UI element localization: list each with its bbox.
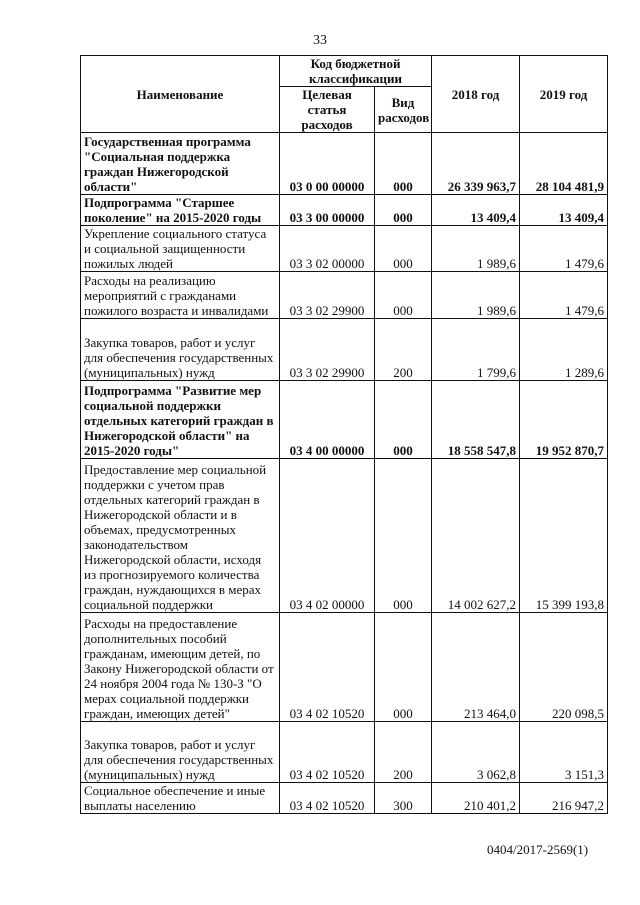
table-row bbox=[81, 613, 608, 722]
header-name: Наименование bbox=[81, 56, 280, 133]
table-row bbox=[81, 195, 608, 226]
row-value-2019: 1 479,6 bbox=[520, 226, 608, 272]
row-target-article: 03 3 02 00000 bbox=[280, 226, 375, 272]
table-row bbox=[81, 226, 608, 272]
row-value-2019: 15 399 193,8 bbox=[520, 459, 608, 613]
header-budget-code: Код бюджетной классификации bbox=[280, 56, 432, 87]
row-name: Подпрограмма "Старшее поколение" на 2015-2020 годы bbox=[81, 195, 280, 226]
header-year-2018: 2018 год bbox=[432, 56, 520, 133]
row-name: Государственная программа "Социальная поддержка граждан Нижегородской области" bbox=[81, 133, 280, 195]
document-number: 0404/2017-2569(1) bbox=[487, 842, 589, 857]
row-name: Социальное обеспечение и иные выплаты населению bbox=[81, 783, 280, 814]
row-value-2019: 1 289,6 bbox=[520, 319, 608, 381]
row-expense-type: 000 bbox=[375, 459, 432, 613]
row-name: Подпрограмма "Развитие мер социальной поддержки отдельных категорий граждан в Нижегородской области" на 2015-2020 годы" bbox=[81, 381, 280, 459]
table-row bbox=[81, 459, 608, 613]
row-target-article: 03 4 00 00000 bbox=[280, 381, 375, 459]
row-value-2019: 3 151,3 bbox=[520, 722, 608, 783]
row-target-article: 03 3 00 00000 bbox=[280, 195, 375, 226]
table-row bbox=[81, 722, 608, 783]
row-name: Расходы на реализацию мероприятий с гражданами пожилого возраста и инвалидами bbox=[81, 272, 280, 319]
row-value-2018: 210 401,2 bbox=[432, 783, 520, 814]
table-row bbox=[81, 381, 608, 459]
row-name: Закупка товаров, работ и услуг для обеспечения государственных (муниципальных) нужд bbox=[81, 722, 280, 783]
row-target-article: 03 4 02 00000 bbox=[280, 459, 375, 613]
row-expense-type: 000 bbox=[375, 195, 432, 226]
row-value-2018: 13 409,4 bbox=[432, 195, 520, 226]
row-target-article: 03 4 02 10520 bbox=[280, 722, 375, 783]
row-value-2019: 216 947,2 bbox=[520, 783, 608, 814]
header-target-article: Целевая статья расходов bbox=[280, 87, 375, 133]
row-value-2019: 220 098,5 bbox=[520, 613, 608, 722]
row-value-2018: 1 989,6 bbox=[432, 272, 520, 319]
budget-table bbox=[80, 55, 608, 814]
row-value-2018: 1 799,6 bbox=[432, 319, 520, 381]
table-row bbox=[81, 133, 608, 195]
row-value-2018: 3 062,8 bbox=[432, 722, 520, 783]
table-row bbox=[81, 272, 608, 319]
row-name: Предоставление мер социальной поддержки с учетом прав отдельных категорий граждан в Нижегородской области и в объемах, предусмотренных законодательством Нижегородской области, исходя из прогнозируемого количества граждан, нуждающихся в мерах социальной поддержки bbox=[81, 459, 280, 613]
page-number: 33 bbox=[313, 33, 327, 48]
row-expense-type: 300 bbox=[375, 783, 432, 814]
row-expense-type: 000 bbox=[375, 133, 432, 195]
row-target-article: 03 4 02 10520 bbox=[280, 783, 375, 814]
row-value-2019: 13 409,4 bbox=[520, 195, 608, 226]
row-target-article: 03 3 02 29900 bbox=[280, 319, 375, 381]
row-expense-type: 000 bbox=[375, 272, 432, 319]
row-expense-type: 000 bbox=[375, 381, 432, 459]
table-body bbox=[81, 133, 608, 814]
row-value-2018: 14 002 627,2 bbox=[432, 459, 520, 613]
row-target-article: 03 3 02 29900 bbox=[280, 272, 375, 319]
row-value-2018: 18 558 547,8 bbox=[432, 381, 520, 459]
row-expense-type: 000 bbox=[375, 226, 432, 272]
table-row bbox=[81, 319, 608, 381]
row-value-2018: 26 339 963,7 bbox=[432, 133, 520, 195]
row-value-2018: 1 989,6 bbox=[432, 226, 520, 272]
row-value-2019: 19 952 870,7 bbox=[520, 381, 608, 459]
header-expense-type: Вид расходов bbox=[375, 87, 432, 133]
row-name: Закупка товаров, работ и услуг для обеспечения государственных (муниципальных) нужд bbox=[81, 319, 280, 381]
row-value-2019: 1 479,6 bbox=[520, 272, 608, 319]
row-value-2019: 28 104 481,9 bbox=[520, 133, 608, 195]
row-expense-type: 200 bbox=[375, 319, 432, 381]
row-value-2018: 213 464,0 bbox=[432, 613, 520, 722]
row-expense-type: 000 bbox=[375, 613, 432, 722]
header-year-2019: 2019 год bbox=[520, 56, 608, 133]
row-target-article: 03 0 00 00000 bbox=[280, 133, 375, 195]
table-row bbox=[81, 783, 608, 814]
row-name: Укрепление социального статуса и социальной защищенности пожилых людей bbox=[81, 226, 280, 272]
row-target-article: 03 4 02 10520 bbox=[280, 613, 375, 722]
row-name: Расходы на предоставление дополнительных пособий гражданам, имеющим детей, по Закону Нижегородской области от 24 ноября 2004 года № 130-З "О мерах социальной поддержки граждан, имеющих детей" bbox=[81, 613, 280, 722]
row-expense-type: 200 bbox=[375, 722, 432, 783]
